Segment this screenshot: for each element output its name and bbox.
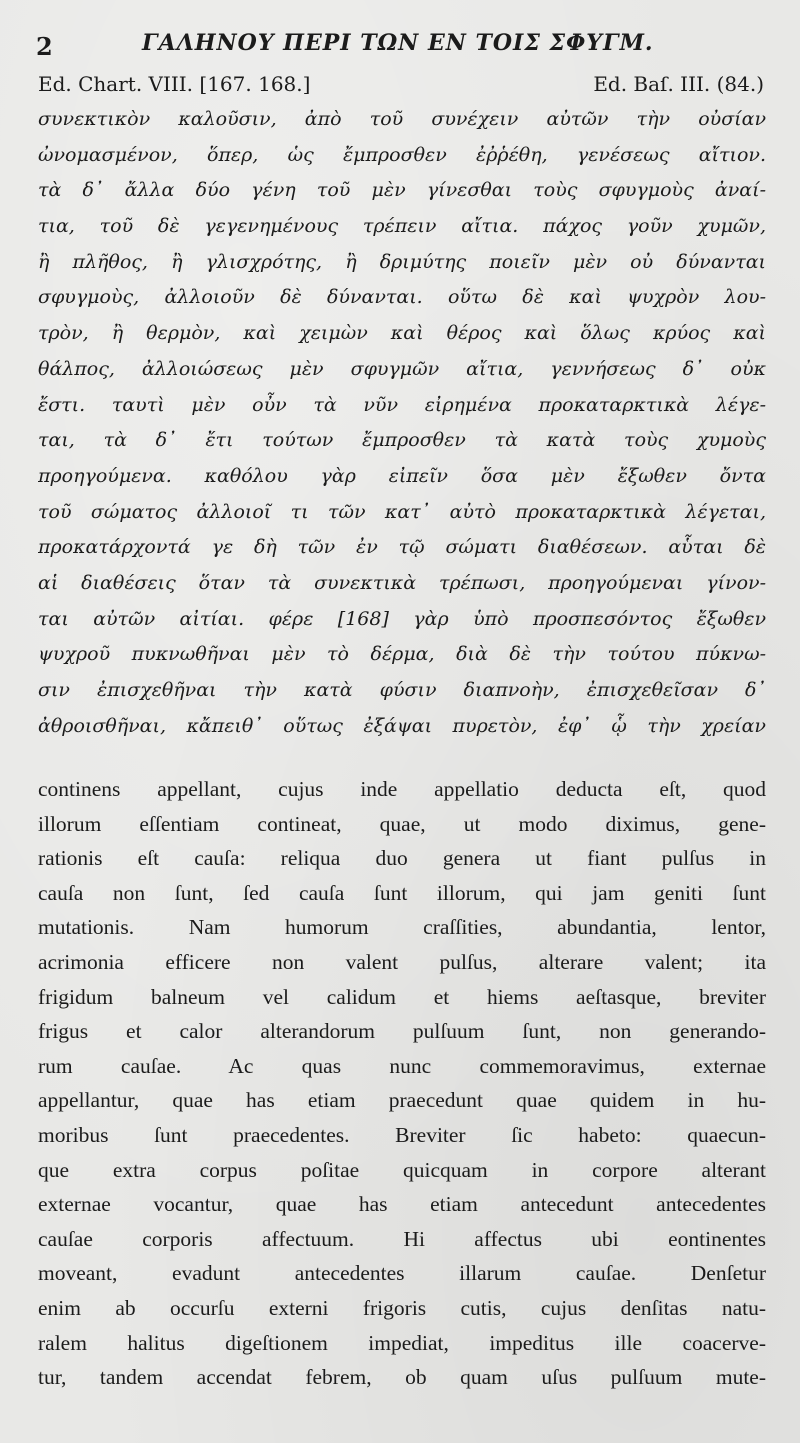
latin-line: rationis eſt cauſa: reliqua duo genera ut fiant pulſus in: [38, 846, 766, 871]
greek-line: θάλπος, ἀλλοιώσεως μὲν σφυγμῶν αἴτια, γεννήσεως δ᾽ οὐκ: [38, 357, 766, 380]
greek-line: σιν ἐπισχεθῆναι τὴν κατὰ φύσιν διαπνοὴν, ἐπισχεθεῖσαν δ᾽: [38, 679, 766, 701]
greek-line: ἢ πλῆθος, ἢ γλισχρότης, ἢ δριμύτης ποιεῖν μὲν οὐ δύνανται: [38, 250, 766, 273]
latin-line: appellantur, quae has etiam praecedunt quae quidem in hu-: [38, 1088, 766, 1113]
latin-line: cauſa non ſunt, ſed cauſa ſunt illorum, qui jam geniti ſunt: [38, 880, 766, 905]
latin-line: cauſae corporis affectuum. Hi affectus ubi eontinentes: [38, 1226, 766, 1251]
greek-line: ἀθροισθῆναι, κἄπειθ᾽ οὕτως ἐξάψαι πυρετὸν, ἐφ᾽ ᾧ τὴν χρείαν: [38, 714, 766, 737]
greek-line: τια, τοῦ δὲ γεγενημένους τρέπειν αἴτια. πάχος γοῦν χυμῶν,: [38, 215, 766, 238]
latin-line: moveant, evadunt antecedentes illarum cauſae. Denſetur: [38, 1261, 766, 1286]
latin-text-block: [38, 772, 766, 1395]
greek-line: ται, τὰ δ᾽ ἔτι τούτων ἔμπροσθεν τὰ κατὰ τοὺς χυμοὺς: [38, 429, 766, 452]
latin-line: tur, tandem accendat febrem, ob quam uſus pulſuum mute-: [38, 1365, 766, 1390]
greek-line: ἔστι. ταυτὶ μὲν οὖν τὰ νῦν εἰρημένα προκαταρκτικὰ λέγε-: [38, 393, 766, 416]
greek-line: αἱ διαθέσεις ὅταν τὰ συνεκτικὰ τρέπωσι, προηγούμεναι γίνον-: [38, 571, 766, 594]
latin-line: illorum eſſentiam contineat, quae, ut modo diximus, gene-: [38, 811, 766, 836]
latin-line: frigidum balneum vel calidum et hiems aeſtasque, breviter: [38, 984, 766, 1009]
greek-text-block: [38, 102, 766, 744]
greek-line: τὰ δ᾽ ἄλλα δύο γένη τοῦ μὲν γίνεσθαι τοὺς σφυγμοὺς ἀναί-: [38, 179, 766, 202]
greek-line: τρὸν, ἢ θερμὸν, καὶ χειμὼν καὶ θέρος καὶ ὅλως κρύος καὶ: [38, 322, 766, 345]
greek-line: ται αὐτῶν αἰτίαι. φέρε [168] γὰρ ὑπὸ προσπεσόντος ἔξωθεν: [38, 607, 766, 630]
greek-line: προηγούμενα. καθόλου γὰρ εἰπεῖν ὅσα μὲν ἔξωθεν ὄντα: [38, 464, 766, 487]
latin-line: ralem halitus digeſtionem impediat, impeditus ille coacerve-: [38, 1330, 766, 1355]
latin-line: frigus et calor alterandorum pulſuum ſunt, non generando-: [38, 1019, 766, 1044]
greek-line: σφυγμοὺς, ἀλλοιοῦν δὲ δύνανται. οὕτω δὲ καὶ ψυχρὸν λου-: [38, 286, 766, 309]
greek-line: τοῦ σώματος ἀλλοιοῖ τι τῶν κατ᾽ αὐτὸ προκαταρκτικὰ λέγεται,: [38, 500, 766, 523]
greek-line: ψυχροῦ πυκνωθῆναι μὲν τὸ δέρμα, διὰ δὲ τὴν τούτου πύκνω-: [38, 643, 766, 666]
latin-line: mutationis. Nam humorum craſſities, abundantia, lentor,: [38, 915, 766, 940]
running-title: ΓΑΛΗΝΟΥ ΠΕΡΙ ΤΩΝ ΕΝ ΤΟΙΣ ΣΦΥΓΜ.: [142, 30, 654, 56]
greek-line: ὠνομασμένον, ὅπερ, ὡς ἔμπροσθεν ἐῤῥέθη, γενέσεως αἴτιον.: [38, 143, 766, 166]
latin-line: externae vocantur, quae has etiam antecedunt antecedentes: [38, 1192, 766, 1217]
page-number: 2: [36, 32, 53, 61]
latin-line: acrimonia efficere non valent pulſus, alterare valent; ita: [38, 949, 766, 974]
latin-line: rum cauſae. Ac quas nunc commemoravimus, externae: [38, 1053, 766, 1078]
edition-basel-reference: Ed. Baſ. III. (84.): [593, 72, 764, 96]
greek-line: συνεκτικὸν καλοῦσιν, ἀπὸ τοῦ συνέχειν αὐτῶν τὴν οὐσίαν: [38, 108, 766, 130]
latin-line: enim ab occurſu externi frigoris cutis, cujus denſitas natu-: [38, 1295, 766, 1320]
greek-line: προκατάρχοντά γε δὴ τῶν ἐν τῷ σώματι διαθέσεων. αὗται δὲ: [38, 536, 766, 559]
latin-line: continens appellant, cujus inde appellatio deducta eſt, quod: [38, 777, 766, 801]
latin-line: moribus ſunt praecedentes. Breviter ſic habeto: quaecun-: [38, 1122, 766, 1147]
edition-chartier-reference: Ed. Chart. VIII. [167. 168.]: [38, 72, 311, 96]
latin-line: que extra corpus poſitae quicquam in corpore alterant: [38, 1157, 766, 1182]
edition-reference-line: [38, 72, 764, 102]
running-head: [36, 26, 764, 62]
